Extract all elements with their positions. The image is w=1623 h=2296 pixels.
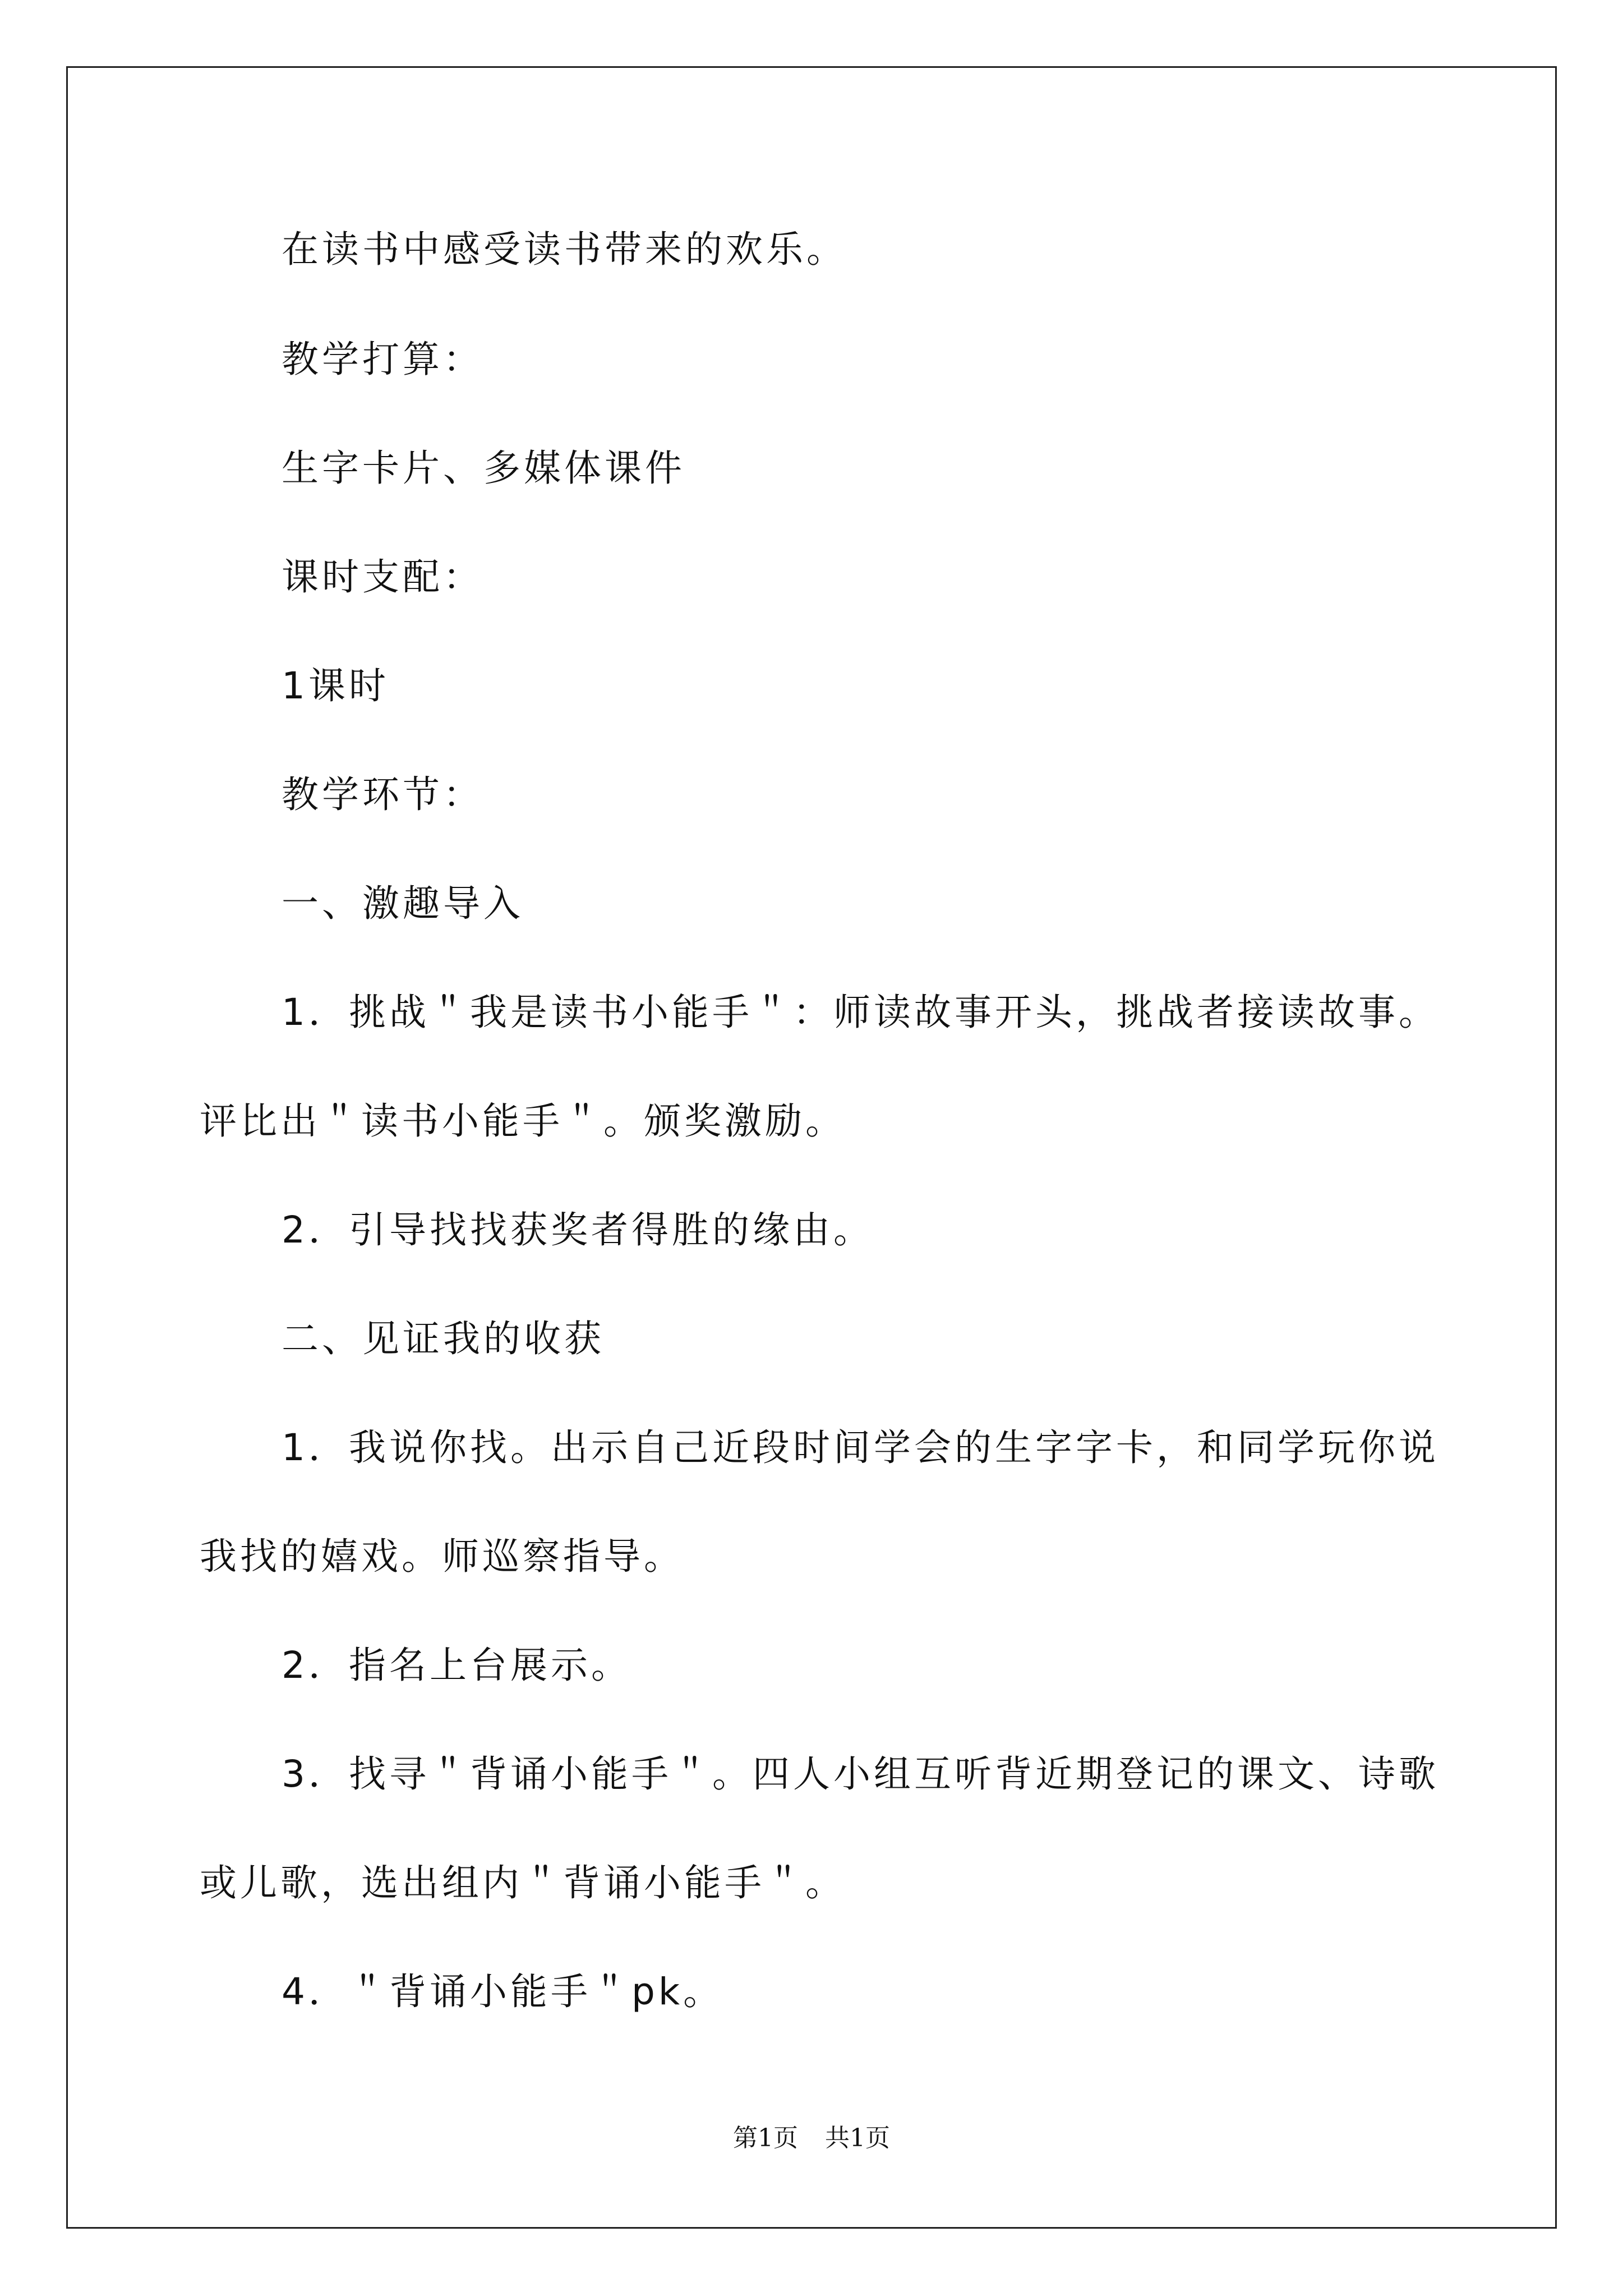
- text-line-3: 生字卡片、多媒体课件: [282, 447, 685, 490]
- text-line-1: 在读书中感受读书带来的欢乐。: [282, 228, 847, 271]
- text-line-10: 2．引导找找获奖者得胜的缘由。: [282, 1208, 874, 1251]
- text-line-13: 我找的嬉戏。师巡察指导。: [200, 1535, 684, 1578]
- page-footer: [0, 2126, 1623, 2151]
- page-number: 第1页: [733, 2124, 798, 2152]
- text-line-16: 或儿歌，选出组内＂背诵小能手＂。: [200, 1861, 846, 1904]
- text-line-9: 评比出＂读书小能手＂。颁奖激励。: [200, 1099, 846, 1143]
- text-line-14: 2．指名上台展示。: [282, 1644, 631, 1687]
- text-line-5: 1课时: [282, 664, 389, 707]
- text-line-15: 3．找寻＂背诵小能手＂。四人小组互听背近期登记的课文、诗歌: [282, 1752, 1439, 1796]
- text-line-2: 教学打算：: [282, 338, 483, 381]
- text-line-7: 一、激趣导入: [282, 882, 524, 925]
- text-line-12: 1．我说你找。出示自己近段时间学会的生字字卡，和同学玩你说: [282, 1426, 1439, 1469]
- text-line-4: 课时支配：: [282, 555, 483, 599]
- text-line-17: 4．＂背诵小能手＂pk。: [282, 1970, 724, 2013]
- text-line-6: 教学环节：: [282, 773, 483, 816]
- text-line-8: 1．挑战＂我是读书小能手＂：师读故事开头，挑战者接读故事。: [282, 991, 1439, 1034]
- page-total: 共1页: [825, 2124, 890, 2152]
- text-line-11: 二、见证我的收获: [282, 1317, 605, 1360]
